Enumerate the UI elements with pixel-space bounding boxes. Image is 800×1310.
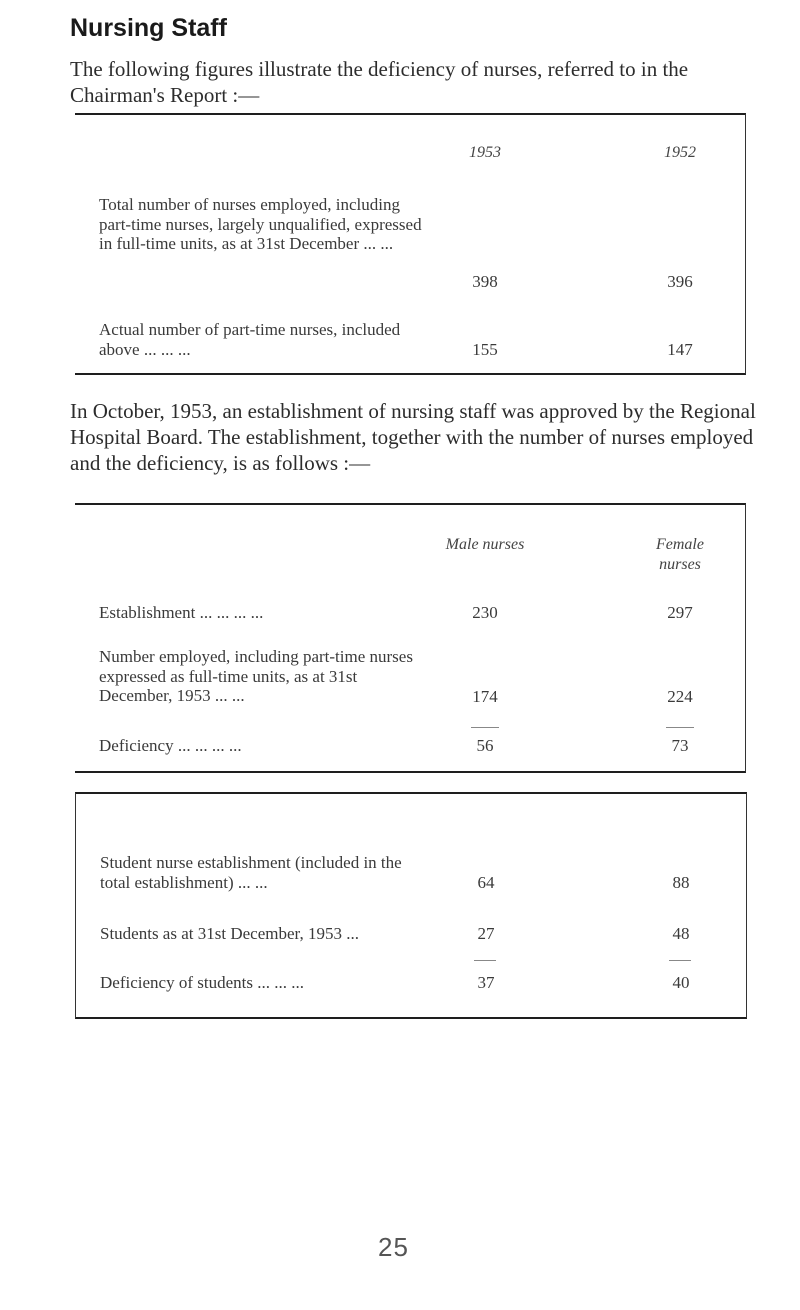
row-deficiency-female: 73: [671, 736, 689, 755]
row-students-label: Students as at 31st December, 1953 ...: [100, 924, 359, 943]
row-establishment-label: Establishment ... ... ... ...: [99, 603, 264, 622]
nurses-employed-table: [75, 113, 746, 375]
row-student-establishment-label: Student nurse establishment (included in the total establishment) ... ...: [100, 853, 402, 892]
row-employed-female: 224: [667, 687, 693, 706]
row-establishment-male: 230: [472, 603, 498, 622]
student-subtotal-rule-female: [669, 960, 691, 961]
row-employed-male: 174: [472, 687, 498, 706]
establishment-table: [75, 503, 746, 773]
row-establishment-female: 297: [667, 603, 693, 622]
row-students-female: 48: [672, 924, 690, 943]
row-total-nurses-label: Total number of nurses employed, including part-time nurses, largely unqualified, expressed in full-time units, as at 31st December ... ...: [99, 195, 422, 253]
page-heading: Nursing Staff: [70, 14, 227, 42]
row-student-deficiency-label: Deficiency of students ... ... ...: [100, 973, 304, 992]
student-nurses-table: [75, 792, 747, 1019]
intro-paragraph: The following figures illustrate the deficiency of nurses, referred to in the Chairman's Report :—: [70, 57, 689, 107]
subtotal-rule-male: [471, 727, 499, 728]
col-1952-header: 1952: [664, 144, 696, 161]
row-student-establishment-female: 88: [672, 873, 690, 892]
subtotal-rule-female: [666, 727, 694, 728]
row-total-nurses-1953: 398: [472, 272, 498, 291]
student-subtotal-rule-male: [474, 960, 496, 961]
row-student-establishment-male: 64: [477, 873, 495, 892]
row-student-deficiency-male: 37: [477, 973, 495, 992]
col-1953-header: 1953: [469, 144, 501, 161]
row-part-time-1953: 155: [472, 340, 498, 359]
row-employed-label: Number employed, including part-time nurses expressed as full-time units, as at 31st December, 1953 ... ...: [99, 647, 413, 705]
establishment-paragraph: In October, 1953, an establishment of nursing staff was approved by the Regional Hospital Board. The establishment, together with the number of nurses employed and the deficiency, is as follows :—: [70, 399, 756, 475]
row-student-deficiency-female: 40: [672, 973, 690, 992]
page-number: 25: [378, 1232, 409, 1262]
col-female-nurses-header: Female nurses: [656, 536, 704, 573]
col-male-nurses-header: Male nurses: [445, 536, 525, 553]
row-part-time-1952: 147: [667, 340, 693, 359]
row-deficiency-label: Deficiency ... ... ... ...: [99, 736, 242, 755]
row-part-time-label: Actual number of part-time nurses, included above ... ... ...: [99, 320, 401, 359]
row-total-nurses-1952: 396: [667, 272, 693, 291]
row-deficiency-male: 56: [476, 736, 494, 755]
row-students-male: 27: [477, 924, 495, 943]
